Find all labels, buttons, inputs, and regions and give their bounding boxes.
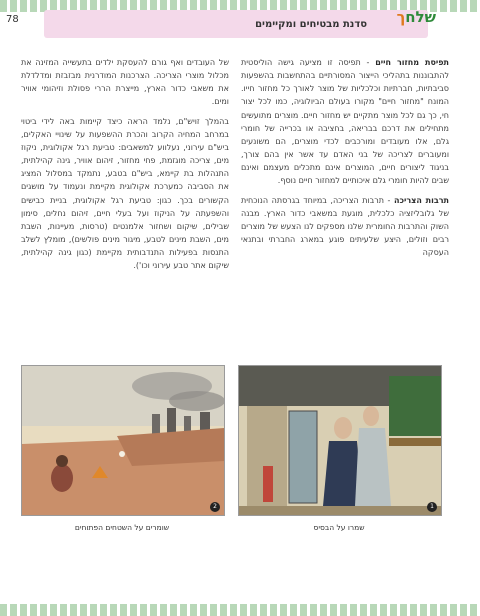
illustration-open-spaces — [21, 365, 225, 516]
caption-open-spaces: שומרים על השטחים הפתוחים — [74, 523, 170, 532]
open-spaces-drawing — [22, 366, 224, 515]
text-life-cycle: - תפיסה זו מציעה גישה הוליסטית להתבוננות בתהליכי הייצור המסורתיים בהתחשבות בהשפעות סביבתיות, חברתיות וכלכליות של מוצר לאורך כל מחזור חייו. המונח "מחזור חיים" מקורו בעולם הביולוגיה, כמו לכל יצור חי, כך גם לכל מוצר מתקיים יש מחזור חיים. מוצרים מתועשים מתחילים את דרכם בבריאה, בחציבה או בכרייה של חומרי גלם, אלו מעובדים ומורכבים לכדי מוצרים, הם משונעים ומעוברים לצריכה של בני האדם עד אשר אין בהם צורך, בניגוד ליצורים חיים, המוצרים אינם מתכלים מעצמם ואינם שבים להיות חומרי גלם איכותיים למחזור חיים נוסף. — [241, 58, 449, 186]
tailor-shop-drawing — [239, 366, 441, 515]
paragraph-life-cycle — [241, 56, 449, 188]
illustration-tailor-shop — [238, 365, 442, 516]
text-consumer-culture: - תרבות הצריכה, במיוחד בגרסתה הנוכחית של גלובליזציה כלכלית, מוגעת במשאבי כדור הארץ. מבנה השוק והתרבות החומרית שלנו מספקים לנו הצעש של מוצרים רבים וזולים, היצע שלעיתים פוגע במארג החברתי ובתנאי העסקה — [241, 195, 449, 258]
logo-text: שלח — [405, 8, 436, 26]
term-consumer-culture: תרבות הצריכה — [393, 195, 450, 205]
paragraph-journey: בהמלך זויש"ם, נלמד הראה כיצד קיימות באה לידי ביטוי במרחב המחיה הקרוב והכרת ההשפעות על שינויי האקלים, ביש"ם עירוני, נעלווע למשאבים: טביעת רגל אקולוגית, ניקוז מים, צריכה מוגזמת, פחי מחזור, זיהום אוויר, גינה קהילתית, התנהלות בת קיימא, ביש"ם בטבע, נתמקד במסלול המציג את הסביבה כמערכת אקולוגית מקיימת ונעמוד על מושגים הקשורים בכך. כגון: טביעת רגל אקולוגית, בניית כבישים והשפעתה על הניקוז ועל בעלי חיים, זיהום נחלים, סימון שבילים, שיקום ושחזור אלמנטים (טרסות, מעיינות, השבת מים, השבת מינים לטבע, מיגור מינים פולשים), מומלץ לשלב התנסות בפעילות התנדבותית מקיימת (כגון גינה קהילתית, שיקום אתר טבע עירוני וכו'). — [21, 116, 229, 271]
shelach-logo — [370, 8, 436, 36]
term-life-cycle: תפיסת מחזור חיים — [375, 58, 449, 67]
section-title: סדנת מבטיחים ומקיימים — [255, 19, 367, 30]
right-text-column — [241, 56, 449, 265]
logo-text-accent: ך — [396, 8, 406, 26]
left-text-column — [21, 56, 229, 279]
figure-number-badge: 2 — [210, 502, 220, 512]
paragraph-workers: של העובדים ואף גורם להעסקת ילדים בתעשייה המזינה את מכלול מוצרי הצריכה. הצרכנות המודרנית מבזבזת ומדלדלת את משאבי כדור הארץ, מייצרת הררי פסולת וזיהומי אוויר ומים. — [21, 58, 229, 107]
decorative-border-bottom — [0, 604, 480, 616]
caption-tailor-shop: שמרו על הבסיס — [313, 523, 365, 532]
paragraph-consumer-culture — [241, 194, 449, 260]
page-number: 78 — [6, 14, 19, 25]
figure-number-badge: 1 — [427, 502, 437, 512]
